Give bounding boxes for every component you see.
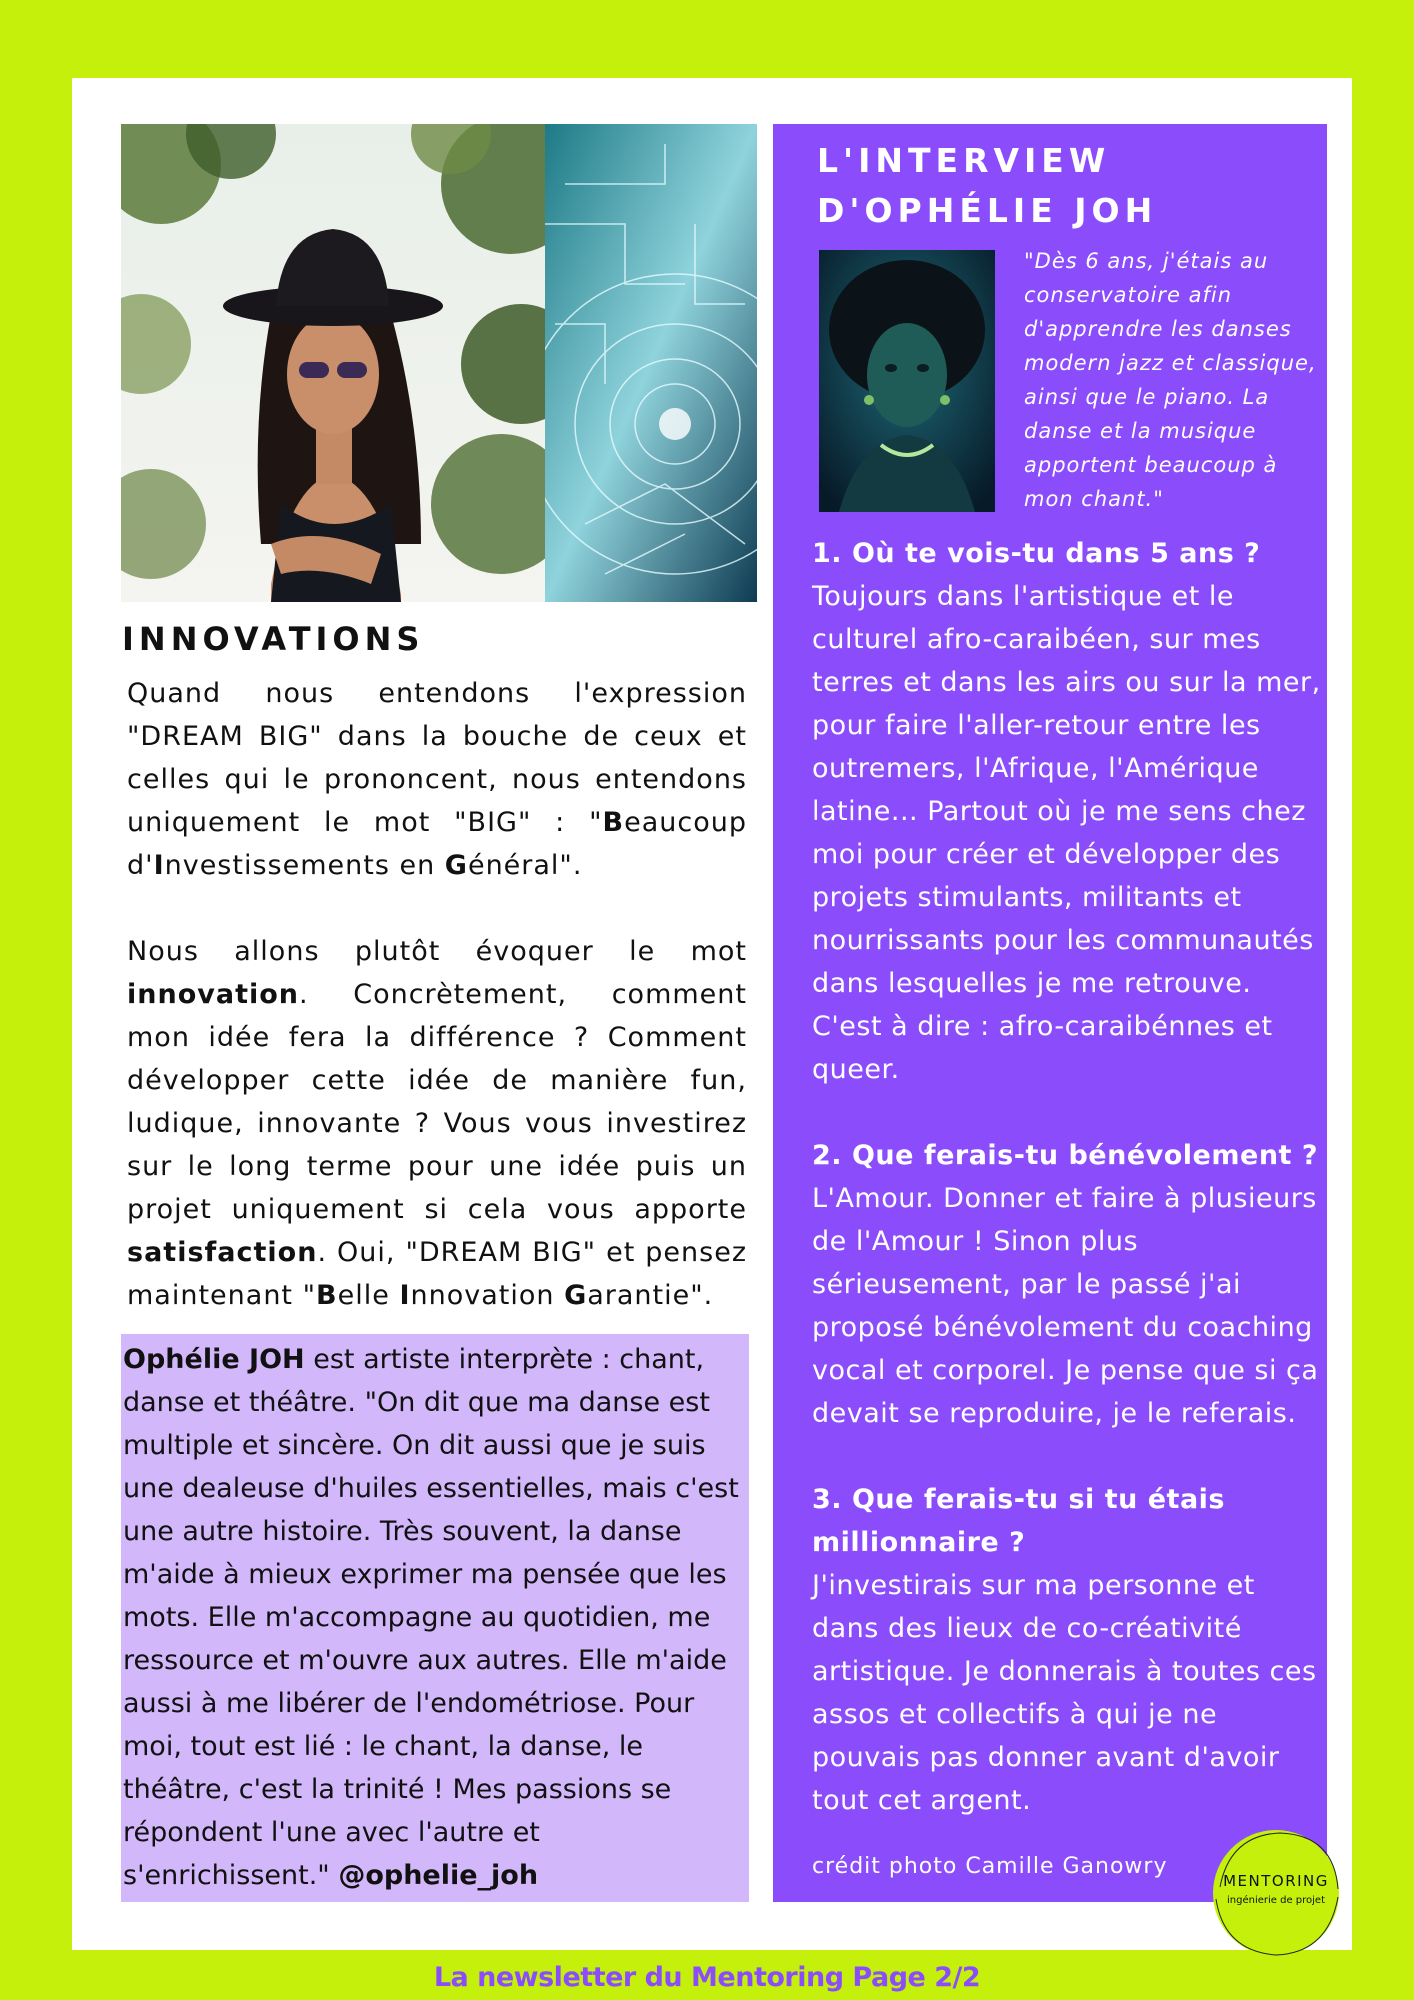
- answer-2: L'Amour. Donner et faire à plusieurs de l'Amour ! Sinon plus sérieusement, par le passé j'ai proposé bénévolement du coaching vocal et corporel. Je pense que si ça devait se reproduire, je le referais.: [812, 1183, 1319, 1429]
- artist-bio-text: est artiste interprète : chant, danse et théâtre. "On dit que ma danse est multiple et sincère. On dit aussi que je suis une dealeuse d'huiles essentielles, mais c'est une autre histoire. Très souvent, la danse m'aide à mieux exprimer ma pensée que les mots. Elle m'accompagne au quotidien, me ressource et m'ouvre aux autres. Elle m'aide aussi à me libérer de l'endométriose. Pour moi, tout est lié : le chant, la danse, le théâtre, c'est la trinité ! Mes passions se répondent l'une avec l'autre et s'enrichissent.": [123, 1344, 739, 1891]
- artist-bio-box: [121, 1334, 749, 1902]
- innovations-heading: INNOVATIONS: [122, 620, 425, 658]
- answer-1: Toujours dans l'artistique et le culturel afro-caraibéen, sur mes terres et dans les airs ou sur la mer, pour faire l'aller-retour entre les outremers, l'Afrique, l'Amérique latine... Partout où je me sens chez moi pour créer et développer des projets stimulants, militants et nourrissants pour les communautés dans lesquelles je me retrouve. C'est à dire : afro-caraibénnes et queer.: [812, 581, 1321, 1085]
- question-2: 2. Que ferais-tu bénévolement ?: [812, 1140, 1319, 1171]
- newsletter-page: [72, 78, 1352, 1950]
- artist-name: Ophélie JOH: [123, 1344, 305, 1375]
- interview-quote: "Dès 6 ans, j'étais au conservatoire afin d'apprendre les danses modern jazz et classique, ainsi que le piano. La danse et la musique apportent beaucoup à mon chant.": [1024, 249, 1317, 511]
- question-3: 3. Que ferais-tu si tu étais millionnaire ?: [812, 1484, 1226, 1558]
- innovations-text: [127, 672, 747, 1317]
- interview-panel: [773, 124, 1327, 1902]
- interview-title: L'INTERVIEW D'OPHÉLIE JOH: [817, 141, 1158, 230]
- artist-portrait-photo: [819, 250, 995, 512]
- innovations-paragraph-1: Quand nous entendons l'expression "DREAM BIG" dans la bouche de ceux et celles qui le prononcent, nous entendons uniquement le mot "BIG" : "Beaucoup d'Investissements en Général".: [127, 678, 747, 881]
- logo-tagline: ingénierie de projet: [1227, 1895, 1325, 1906]
- artist-handle: @ophelie_joh: [338, 1860, 539, 1891]
- answer-3: J'investirais sur ma personne et dans des lieux de co-créativité artistique. Je donnerais à toutes ces assos et collectifs à qui je ne pouvais pas donner avant d'avoir tout cet argent.: [812, 1570, 1317, 1816]
- technology-circuit-image: [545, 124, 757, 602]
- woman-in-hat-photo: [121, 124, 545, 602]
- innovations-paragraph-2: Nous allons plutôt évoquer le mot innovation. Concrètement, comment mon idée fera la différence ? Comment développer cette idée de manière fun, ludique, innovante ? Vous vous investirez sur le long terme pour une idée puis un projet uniquement si cela vous apporte satisfaction. Oui, "DREAM BIG" et pensez maintenant "Belle Innovation Garantie".: [127, 936, 747, 1311]
- logo-name: MENTORING: [1223, 1872, 1329, 1890]
- mentoring-logo: [1210, 1827, 1342, 1959]
- interview-qa: [812, 532, 1327, 1822]
- question-1: 1. Où te vois-tu dans 5 ans ?: [812, 538, 1261, 569]
- photo-credit: crédit photo Camille Ganowry: [812, 1854, 1168, 1879]
- newsletter-footer: La newsletter du Mentoring Page 2/2: [433, 1962, 981, 1993]
